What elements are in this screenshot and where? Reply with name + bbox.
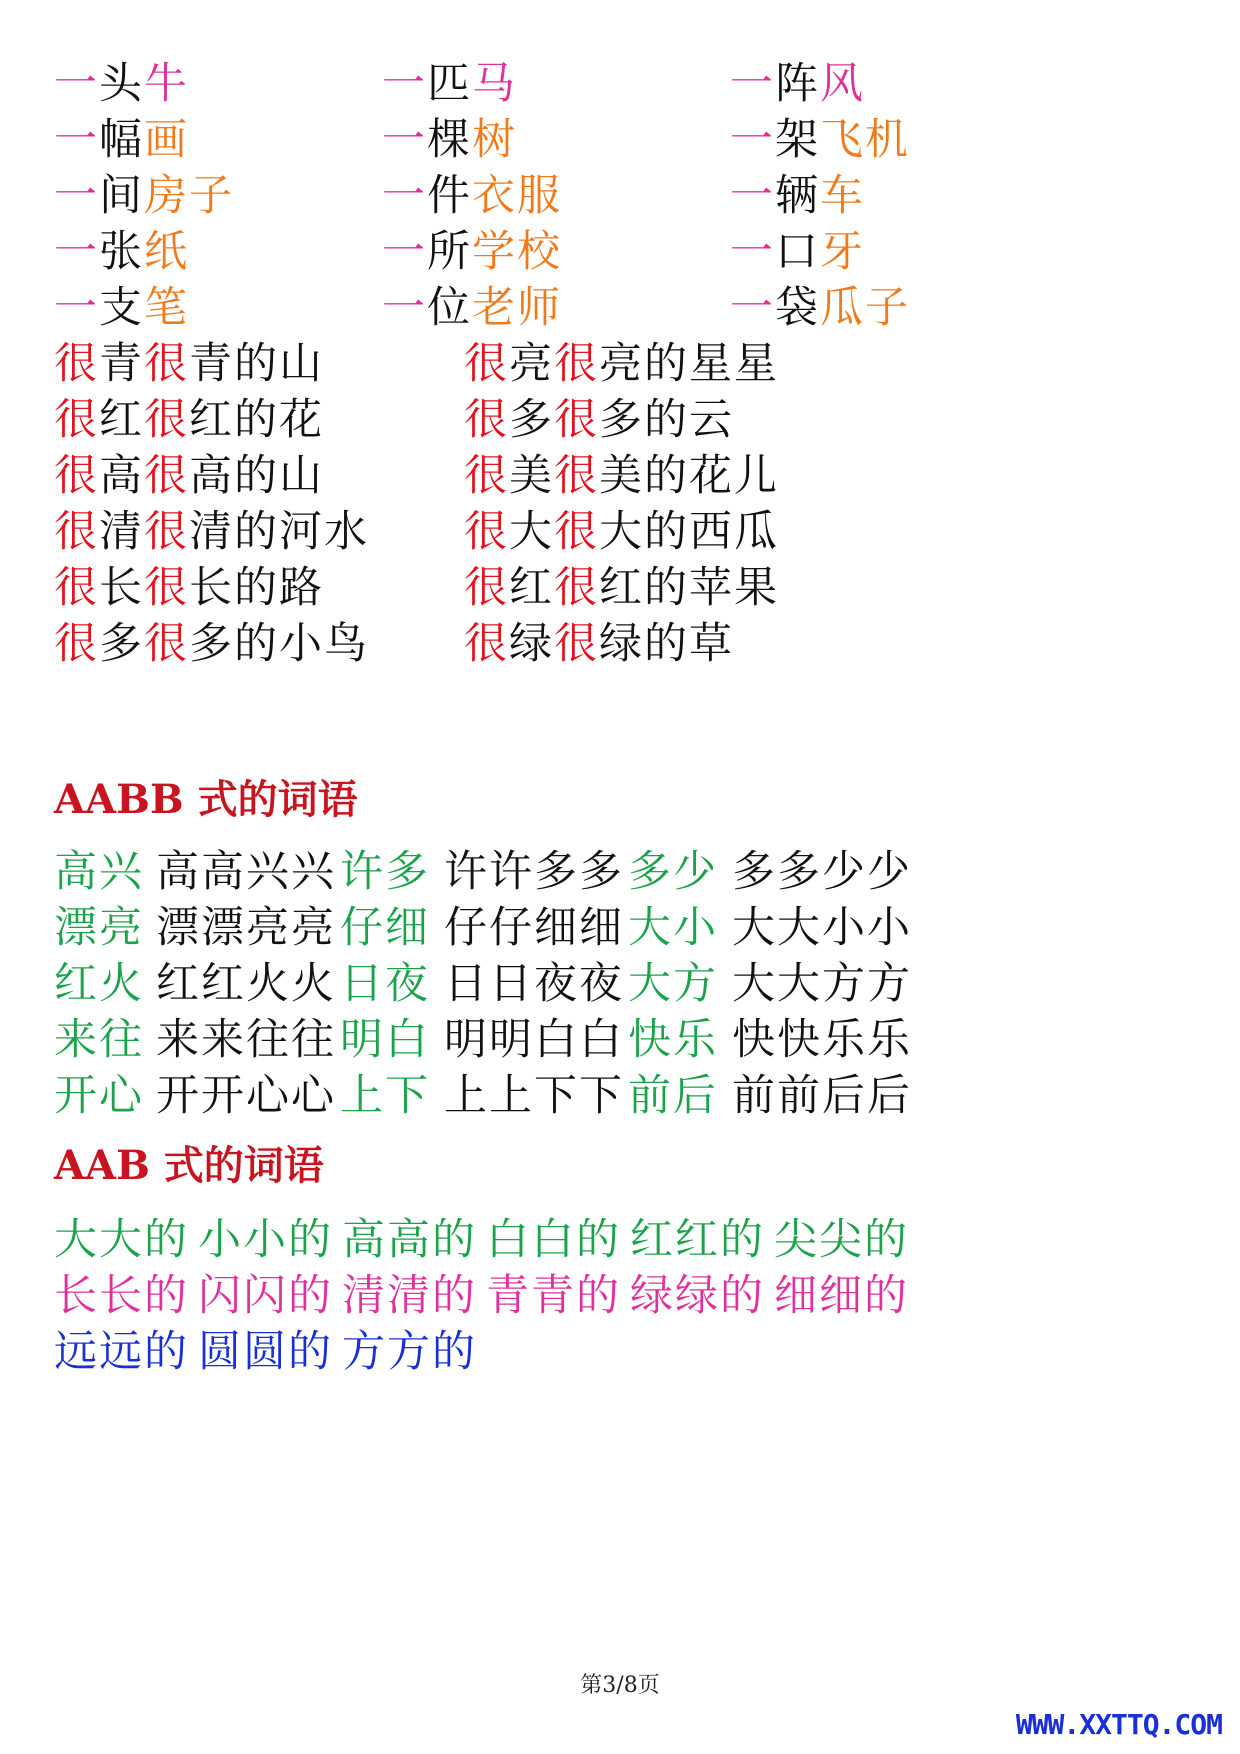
aab-word (54, 1214, 189, 1266)
aab-text: 长长的 (54, 1271, 189, 1321)
aabb-base: 许多 (340, 847, 430, 897)
measure-phrase (730, 58, 865, 110)
hen-char: 很 (144, 339, 189, 389)
hen-char: 很 (464, 395, 509, 445)
aabb-repeat: 开开心心 (156, 1071, 336, 1121)
aabb-repeat: 大大方方 (732, 959, 912, 1009)
hen-phrase (54, 394, 324, 446)
aabb-repeat: 快快乐乐 (732, 1015, 912, 1065)
hen-char: 很 (464, 619, 509, 669)
measure-noun: 飞机 (820, 115, 910, 165)
aabb-form (156, 846, 336, 898)
aab-word (486, 1214, 621, 1266)
hen-a: 大 (509, 507, 554, 557)
aabb-form (444, 846, 624, 898)
aabb-base: 大方 (628, 959, 718, 1009)
hen-char: 很 (144, 395, 189, 445)
measure-phrase (54, 282, 189, 334)
aabb-base: 仔细 (340, 903, 430, 953)
measure-phrase (730, 170, 865, 222)
aab-word (54, 1326, 189, 1378)
aab-word (54, 1270, 189, 1322)
hen-b: 亮的星星 (599, 339, 779, 389)
hen-b: 高的山 (189, 451, 324, 501)
aabb-base: 开心 (54, 1071, 144, 1121)
aabb-word (340, 1070, 430, 1122)
measure-word: 间 (99, 171, 144, 221)
page-number: 第3/8页 (580, 1673, 660, 1698)
hen-b: 大的西瓜 (599, 507, 779, 557)
aabb-word (54, 902, 144, 954)
aab-text: 远远的 (54, 1327, 189, 1377)
measure-word: 所 (427, 227, 472, 277)
aabb-word (54, 846, 144, 898)
measure-phrase (382, 226, 562, 278)
aab-text: 清清的 (342, 1271, 477, 1321)
measure-one: 一 (54, 115, 99, 165)
hen-char: 很 (54, 507, 99, 557)
aabb-form (156, 1070, 336, 1122)
hen-b: 多的云 (599, 395, 734, 445)
hen-a: 美 (509, 451, 554, 501)
hen-b: 多的小鸟 (189, 619, 369, 669)
measure-word: 幅 (99, 115, 144, 165)
measure-phrase (730, 114, 910, 166)
aabb-repeat: 高高兴兴 (156, 847, 336, 897)
hen-b: 红的苹果 (599, 563, 779, 613)
measure-word: 口 (775, 227, 820, 277)
measure-one: 一 (730, 171, 775, 221)
hen-char: 很 (144, 507, 189, 557)
measure-phrase (54, 226, 189, 278)
aabb-base: 上下 (340, 1071, 430, 1121)
aabb-form (156, 1014, 336, 1066)
hen-phrase (464, 450, 779, 502)
measure-one: 一 (382, 59, 427, 109)
hen-char: 很 (464, 507, 509, 557)
aab-text: 圆圆的 (198, 1327, 333, 1377)
aab-word (486, 1270, 621, 1322)
measure-phrase (382, 58, 517, 110)
aabb-base: 漂亮 (54, 903, 144, 953)
aabb-form (732, 1014, 912, 1066)
measure-word: 袋 (775, 283, 820, 333)
measure-phrase (54, 170, 234, 222)
aabb-word (54, 1070, 144, 1122)
aab-text: 方方的 (342, 1327, 477, 1377)
measure-word: 辆 (775, 171, 820, 221)
aabb-repeat: 大大小小 (732, 903, 912, 953)
hen-char: 很 (54, 395, 99, 445)
measure-noun: 房子 (144, 171, 234, 221)
aabb-word (340, 958, 430, 1010)
hen-b: 清的河水 (189, 507, 369, 557)
hen-char: 很 (464, 563, 509, 613)
hen-phrase (464, 338, 779, 390)
hen-phrase (54, 450, 324, 502)
hen-char: 很 (554, 395, 599, 445)
aabb-form (156, 902, 336, 954)
hen-a: 长 (99, 563, 144, 613)
hen-b: 长的路 (189, 563, 324, 613)
aabb-base: 多少 (628, 847, 718, 897)
hen-a: 青 (99, 339, 144, 389)
measure-one: 一 (382, 171, 427, 221)
site-watermark[interactable]: WWW.XXTTQ.COM (1015, 1708, 1222, 1741)
aab-text: 小小的 (198, 1215, 333, 1265)
hen-b: 红的花 (189, 395, 324, 445)
aabb-base: 来往 (54, 1015, 144, 1065)
hen-char: 很 (554, 619, 599, 669)
hen-char: 很 (554, 451, 599, 501)
measure-one: 一 (54, 171, 99, 221)
hen-phrase (464, 506, 779, 558)
measure-phrase (382, 114, 517, 166)
aabb-repeat: 明明白白 (444, 1015, 624, 1065)
measure-word: 头 (99, 59, 144, 109)
aabb-word (628, 958, 718, 1010)
hen-char: 很 (144, 619, 189, 669)
measure-word: 件 (427, 171, 472, 221)
measure-noun: 纸 (144, 227, 189, 277)
aabb-repeat: 仔仔细细 (444, 903, 624, 953)
aabb-repeat: 漂漂亮亮 (156, 903, 336, 953)
hen-char: 很 (54, 563, 99, 613)
hen-phrase (464, 618, 734, 670)
aabb-word (340, 846, 430, 898)
hen-char: 很 (464, 451, 509, 501)
aabb-form (444, 902, 624, 954)
measure-one: 一 (54, 283, 99, 333)
hen-char: 很 (144, 563, 189, 613)
hen-a: 亮 (509, 339, 554, 389)
aab-word (630, 1214, 765, 1266)
aabb-form (732, 1070, 912, 1122)
measure-one: 一 (730, 115, 775, 165)
aabb-repeat: 前前后后 (732, 1071, 912, 1121)
aab-word (630, 1270, 765, 1322)
hen-a: 多 (99, 619, 144, 669)
aab-word (774, 1270, 909, 1322)
hen-a: 多 (509, 395, 554, 445)
aabb-base: 明白 (340, 1015, 430, 1065)
aabb-form (732, 846, 912, 898)
measure-noun: 风 (820, 59, 865, 109)
aab-word (342, 1270, 477, 1322)
aabb-base: 前后 (628, 1071, 718, 1121)
aabb-title: AABB 式的词语 (54, 776, 358, 823)
measure-one: 一 (382, 283, 427, 333)
hen-char: 很 (464, 339, 509, 389)
aabb-word (340, 1014, 430, 1066)
hen-phrase (54, 618, 369, 670)
hen-char: 很 (554, 507, 599, 557)
aabb-word (340, 902, 430, 954)
aab-word (342, 1326, 477, 1378)
hen-a: 绿 (509, 619, 554, 669)
measure-one: 一 (54, 227, 99, 277)
measure-word: 棵 (427, 115, 472, 165)
aabb-word (628, 846, 718, 898)
aabb-base: 日夜 (340, 959, 430, 1009)
hen-char: 很 (144, 451, 189, 501)
hen-b: 绿的草 (599, 619, 734, 669)
measure-word: 张 (99, 227, 144, 277)
aabb-form (444, 1070, 624, 1122)
hen-a: 红 (99, 395, 144, 445)
hen-char: 很 (54, 339, 99, 389)
measure-noun: 衣服 (472, 171, 562, 221)
hen-a: 红 (509, 563, 554, 613)
aab-text: 白白的 (486, 1215, 621, 1265)
aabb-form (156, 958, 336, 1010)
hen-a: 高 (99, 451, 144, 501)
measure-noun: 牛 (144, 59, 189, 109)
aab-text: 高高的 (342, 1215, 477, 1265)
aab-word (774, 1214, 909, 1266)
measure-noun: 牙 (820, 227, 865, 277)
aabb-word (54, 958, 144, 1010)
aabb-repeat: 日日夜夜 (444, 959, 624, 1009)
aabb-word (54, 1014, 144, 1066)
aab-text: 细细的 (774, 1271, 909, 1321)
measure-noun: 车 (820, 171, 865, 221)
aabb-form (444, 958, 624, 1010)
measure-phrase (730, 226, 865, 278)
hen-b: 美的花儿 (599, 451, 779, 501)
aab-title: AAB 式的词语 (54, 1142, 324, 1189)
measure-word: 位 (427, 283, 472, 333)
measure-phrase (730, 282, 910, 334)
measure-noun: 笔 (144, 283, 189, 333)
measure-word: 支 (99, 283, 144, 333)
aab-text: 青青的 (486, 1271, 621, 1321)
measure-noun: 马 (472, 59, 517, 109)
aabb-base: 高兴 (54, 847, 144, 897)
aabb-repeat: 上上下下 (444, 1071, 624, 1121)
aab-word (198, 1214, 333, 1266)
hen-phrase (464, 394, 734, 446)
hen-char: 很 (554, 563, 599, 613)
aabb-repeat: 红红火火 (156, 959, 336, 1009)
hen-b: 青的山 (189, 339, 324, 389)
measure-phrase (382, 170, 562, 222)
hen-phrase (54, 338, 324, 390)
hen-a: 清 (99, 507, 144, 557)
measure-phrase (54, 114, 189, 166)
aabb-base: 大小 (628, 903, 718, 953)
measure-one: 一 (382, 115, 427, 165)
measure-one: 一 (730, 59, 775, 109)
aab-text: 闪闪的 (198, 1271, 333, 1321)
measure-word: 架 (775, 115, 820, 165)
hen-char: 很 (54, 619, 99, 669)
aabb-form (444, 1014, 624, 1066)
measure-one: 一 (382, 227, 427, 277)
aabb-repeat: 来来往往 (156, 1015, 336, 1065)
aabb-word (628, 902, 718, 954)
measure-phrase (382, 282, 562, 334)
aab-word (342, 1214, 477, 1266)
aab-word (198, 1326, 333, 1378)
measure-noun: 瓜子 (820, 283, 910, 333)
measure-noun: 画 (144, 115, 189, 165)
aabb-word (628, 1070, 718, 1122)
measure-noun: 老师 (472, 283, 562, 333)
measure-noun: 树 (472, 115, 517, 165)
hen-phrase (464, 562, 779, 614)
hen-phrase (54, 562, 324, 614)
hen-char: 很 (554, 339, 599, 389)
aabb-form (732, 902, 912, 954)
measure-word: 匹 (427, 59, 472, 109)
aab-text: 大大的 (54, 1215, 189, 1265)
aabb-repeat: 许许多多 (444, 847, 624, 897)
aab-text: 红红的 (630, 1215, 765, 1265)
measure-noun: 学校 (472, 227, 562, 277)
aab-text: 绿绿的 (630, 1271, 765, 1321)
aab-word (198, 1270, 333, 1322)
aabb-base: 红火 (54, 959, 144, 1009)
measure-word: 阵 (775, 59, 820, 109)
aabb-form (732, 958, 912, 1010)
measure-phrase (54, 58, 189, 110)
measure-one: 一 (54, 59, 99, 109)
measure-one: 一 (730, 227, 775, 277)
hen-char: 很 (54, 451, 99, 501)
aabb-repeat: 多多少少 (732, 847, 912, 897)
hen-phrase (54, 506, 369, 558)
measure-one: 一 (730, 283, 775, 333)
aabb-word (628, 1014, 718, 1066)
aabb-base: 快乐 (628, 1015, 718, 1065)
aab-text: 尖尖的 (774, 1215, 909, 1265)
